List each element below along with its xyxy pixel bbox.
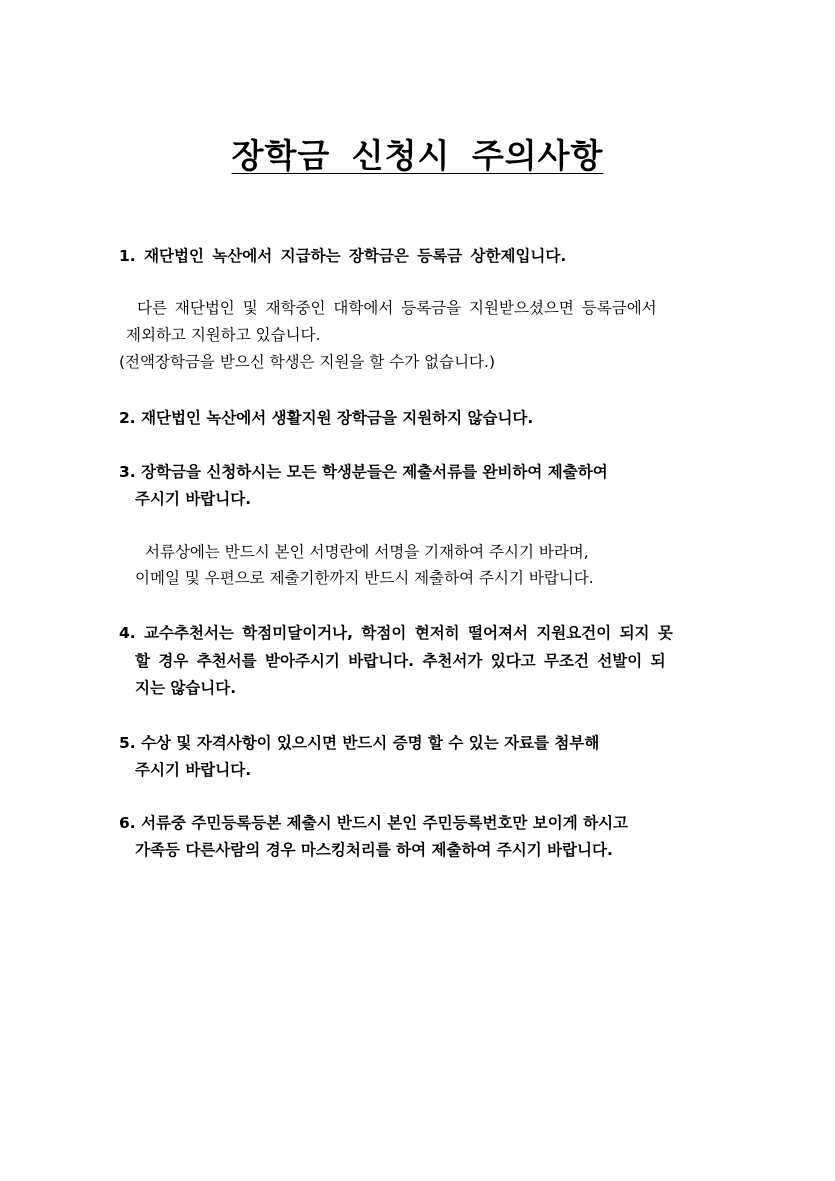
item-6-heading: 6. 서류중 주민등록등본 제출시 반드시 본인 주민등록번호만 보이게 하시고: [119, 814, 629, 832]
item-4-heading: 할 경우 추천서를 받아주시기 바랍니다. 추천서가 있다고 무조건 선발이 되: [135, 652, 666, 670]
item-3-note-line: 이메일 및 우편으로 제출기한까지 반드시 제출하여 주시기 바랍니다.: [135, 569, 594, 587]
document-title: 장학금 신청시 주의사항: [231, 136, 604, 175]
item-3-heading: 주시기 바랍니다.: [135, 490, 252, 508]
item-6-heading: 가족등 다른사람의 경우 마스킹처리를 하여 제출하여 주시기 바랍니다.: [135, 841, 613, 859]
item-4-heading: 지는 않습니다.: [135, 679, 237, 697]
item-4-heading: 4. 교수추천서는 학점미달이거나, 학점이 현저히 떨어져서 지원요건이 되지 못: [119, 624, 673, 642]
item-3-note-line: 서류상에는 반드시 본인 서명란에 서명을 기재하여 주시기 바라며,: [145, 543, 589, 561]
item-1-note-line: 다른 재단법인 및 재학중인 대학에서 등록금을 지원받으셨으면 등록금에서: [137, 299, 657, 317]
item-3-heading: 3. 장학금을 신청하시는 모든 학생분들은 제출서류를 완비하여 제출하여: [119, 463, 608, 481]
item-1-note-line: 제외하고 지원하고 있습니다.: [126, 326, 321, 344]
item-5-heading: 5. 수상 및 자격사항이 있으시면 반드시 증명 할 수 있는 자료를 첨부해: [119, 734, 600, 752]
item-1-note-line: (전액장학금을 받으신 학생은 지원을 할 수가 없습니다.): [119, 353, 495, 371]
item-5-heading: 주시기 바랍니다.: [135, 761, 252, 779]
item-1-heading: 1. 재단법인 녹산에서 지급하는 장학금은 등록금 상한제입니다.: [119, 247, 567, 265]
item-2-heading: 2. 재단법인 녹산에서 생활지원 장학금을 지원하지 않습니다.: [119, 409, 534, 427]
